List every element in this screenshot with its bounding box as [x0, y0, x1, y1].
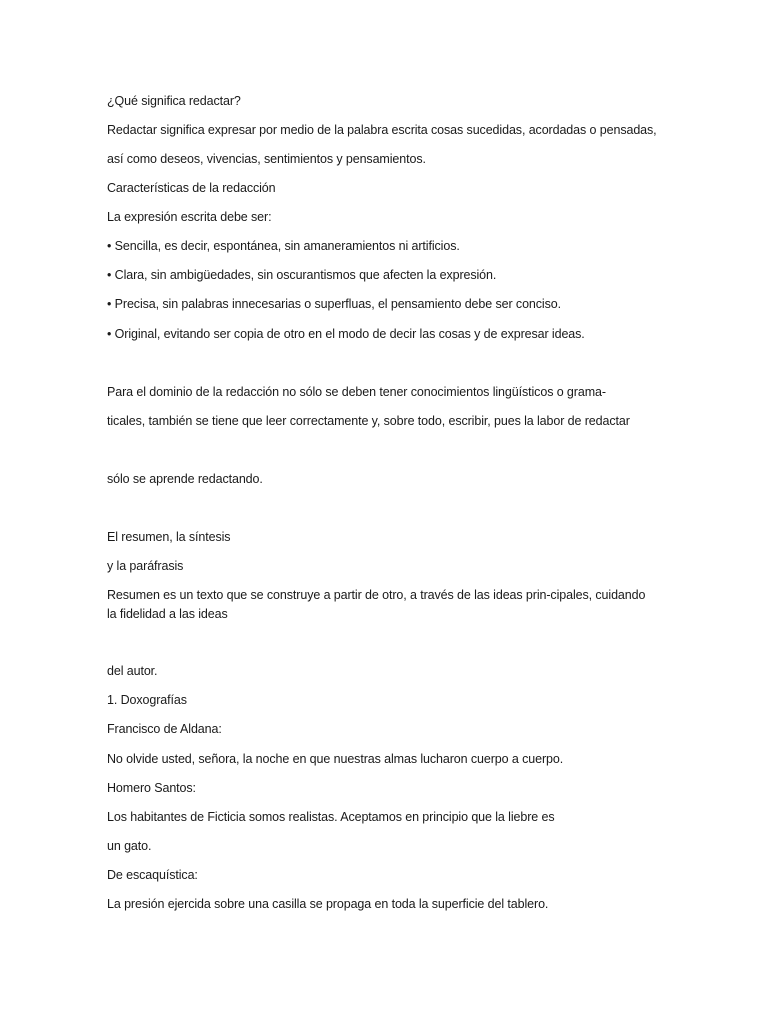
quote-line: Los habitantes de Ficticia somos realistas. Aceptamos en principio que la liebre es	[107, 810, 555, 824]
paragraph-line: Resumen es un texto que se construye a partir de otro, a través de las ideas prin-cipales, cuidando	[107, 588, 646, 602]
paragraph-line: así como deseos, vivencias, sentimientos y pensamientos.	[107, 152, 426, 166]
heading-doxografias: 1. Doxografías	[107, 693, 187, 707]
paragraph-line: del autor.	[107, 664, 158, 678]
author-label: De escaquística:	[107, 868, 198, 882]
heading-resumen: El resumen, la síntesis	[107, 530, 231, 544]
heading-que-significa-redactar: ¿Qué significa redactar?	[107, 94, 241, 108]
heading-caracteristicas: Características de la redacción	[107, 181, 276, 195]
quote-line: un gato.	[107, 839, 152, 853]
paragraph-line: la fidelidad a las ideas	[107, 607, 228, 621]
list-item: • Clara, sin ambigüedades, sin oscurantismos que afecten la expresión.	[107, 268, 497, 282]
paragraph-line: Para el dominio de la redacción no sólo se deben tener conocimientos lingüísticos o grama-	[107, 385, 606, 399]
author-label: Homero Santos:	[107, 781, 196, 795]
author-label: Francisco de Aldana:	[107, 722, 222, 736]
list-item: • Original, evitando ser copia de otro en el modo de decir las cosas y de expresar ideas.	[107, 327, 585, 341]
paragraph-line: La expresión escrita debe ser:	[107, 210, 272, 224]
heading-resumen: y la paráfrasis	[107, 559, 184, 573]
list-item: • Sencilla, es decir, espontánea, sin amaneramientos ni artificios.	[107, 239, 460, 253]
paragraph-line: Redactar significa expresar por medio de la palabra escrita cosas sucedidas, acordadas o pensadas,	[107, 123, 657, 137]
paragraph-line: ticales, también se tiene que leer correctamente y, sobre todo, escribir, pues la labor de redactar	[107, 414, 630, 428]
quote-line: La presión ejercida sobre una casilla se propaga en toda la superficie del tablero.	[107, 897, 549, 911]
paragraph-line: sólo se aprende redactando.	[107, 472, 263, 486]
quote-line: No olvide usted, señora, la noche en que nuestras almas lucharon cuerpo a cuerpo.	[107, 752, 564, 766]
list-item: • Precisa, sin palabras innecesarias o superfluas, el pensamiento debe ser conciso.	[107, 297, 561, 311]
